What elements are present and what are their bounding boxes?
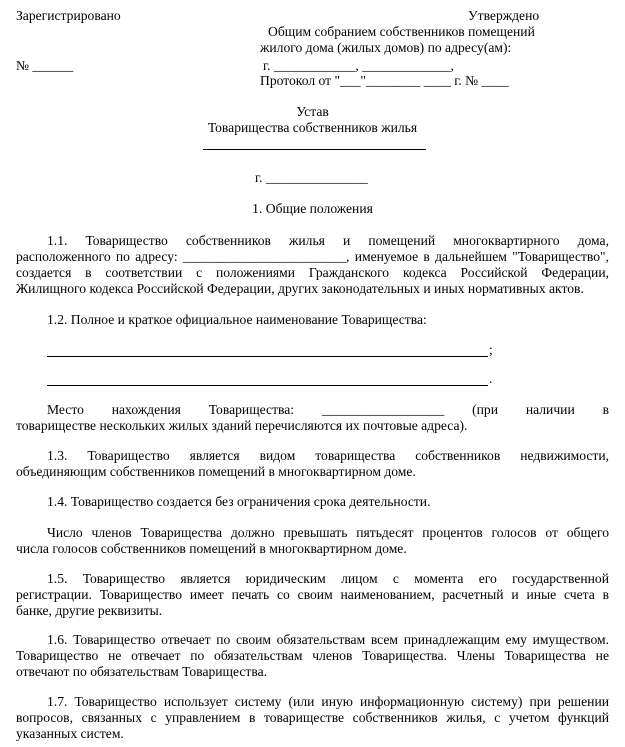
- para-1-5-line-1: 1.5. Товарищество является юридическим лицом с момента его государственной: [47, 571, 609, 586]
- para-1-3-line-2: объединяющим собственников помещений в многоквартирном доме.: [16, 464, 416, 479]
- title-underline: [203, 149, 426, 150]
- city-line: г. _______________: [255, 170, 368, 185]
- para-1-4: 1.4. Товарищество создается без ограничения срока деятельности.: [47, 494, 431, 509]
- para-1-7-line-3: указанных систем.: [16, 726, 124, 741]
- protocol-line: Протокол от "___"________ ____ г. № ____: [260, 73, 509, 88]
- para-1-6-line-1: 1.6. Товарищество отвечает по своим обязательствам всем принадлежащим ему имуществом.: [47, 632, 609, 647]
- address-line: г. ____________, _____________,: [263, 58, 454, 73]
- assembly-line-2: жилого дома (жилых домов) по адресу(ам):: [260, 40, 512, 55]
- section-heading: 1. Общие положения: [252, 201, 373, 216]
- para-1-7-line-2: вопросов, связанных с управлением в товариществе собственников жилья, с учетом функций: [16, 710, 609, 725]
- para-1-6-line-2: Товарищество не отвечает по обязательствам членов Товарищества. Члены Товарищества не: [16, 648, 609, 663]
- full-name-blank: [47, 356, 488, 357]
- para-1-5-line-3: банке, другие реквизиты.: [16, 603, 163, 618]
- charter-subtitle: Товарищества собственников жилья: [207, 120, 418, 135]
- members-line-1: Число членов Товарищества должно превышать пятьдесят процентов голосов от общего: [47, 525, 609, 540]
- registration-number: № ______: [16, 58, 74, 73]
- short-name-blank: [47, 385, 488, 386]
- para-1-1-line-4: Жилищного кодекса Российской Федерации, других законодательных и иных нормативных актов.: [16, 281, 584, 296]
- para-1-2: 1.2. Полное и краткое официальное наименование Товарищества:: [47, 312, 427, 327]
- para-1-1-line-3: создается в соответствии с положениями Гражданского кодекса Российской Федерации,: [16, 265, 609, 280]
- registered-label: Зарегистрировано: [16, 8, 121, 23]
- short-name-end: .: [489, 371, 493, 386]
- members-line-2: числа голосов собственников помещений в многоквартирном доме.: [16, 541, 407, 556]
- para-1-1-line-2: расположенного по адресу: ________________________, именуемое в дальнейшем "Товарищество",: [16, 249, 609, 264]
- full-name-end: ;: [489, 342, 493, 357]
- charter-title: Устав: [296, 104, 329, 119]
- para-1-7-line-1: 1.7. Товарищество использует систему (или иную информационную систему) при решении: [47, 694, 609, 709]
- assembly-line-1: Общим собранием собственников помещений: [268, 24, 535, 39]
- location-line-2: товариществе нескольких жилых зданий перечисляются их почтовые адреса).: [16, 418, 468, 433]
- para-1-1-line-1: 1.1. Товарищество собственников жилья и помещений многоквартирного дома,: [47, 233, 609, 248]
- approved-label: Утверждено: [468, 8, 540, 23]
- location-line-1: Место нахождения Товарищества: __________________ (при наличии в: [47, 402, 609, 417]
- para-1-5-line-2: регистрации. Товарищество имеет печать со своим наименованием, расчетный и иные счета в: [16, 587, 609, 602]
- para-1-3-line-1: 1.3. Товарищество является видом товарищества собственников недвижимости,: [47, 448, 609, 463]
- para-1-6-line-3: отвечают по обязательствам Товарищества.: [16, 664, 268, 679]
